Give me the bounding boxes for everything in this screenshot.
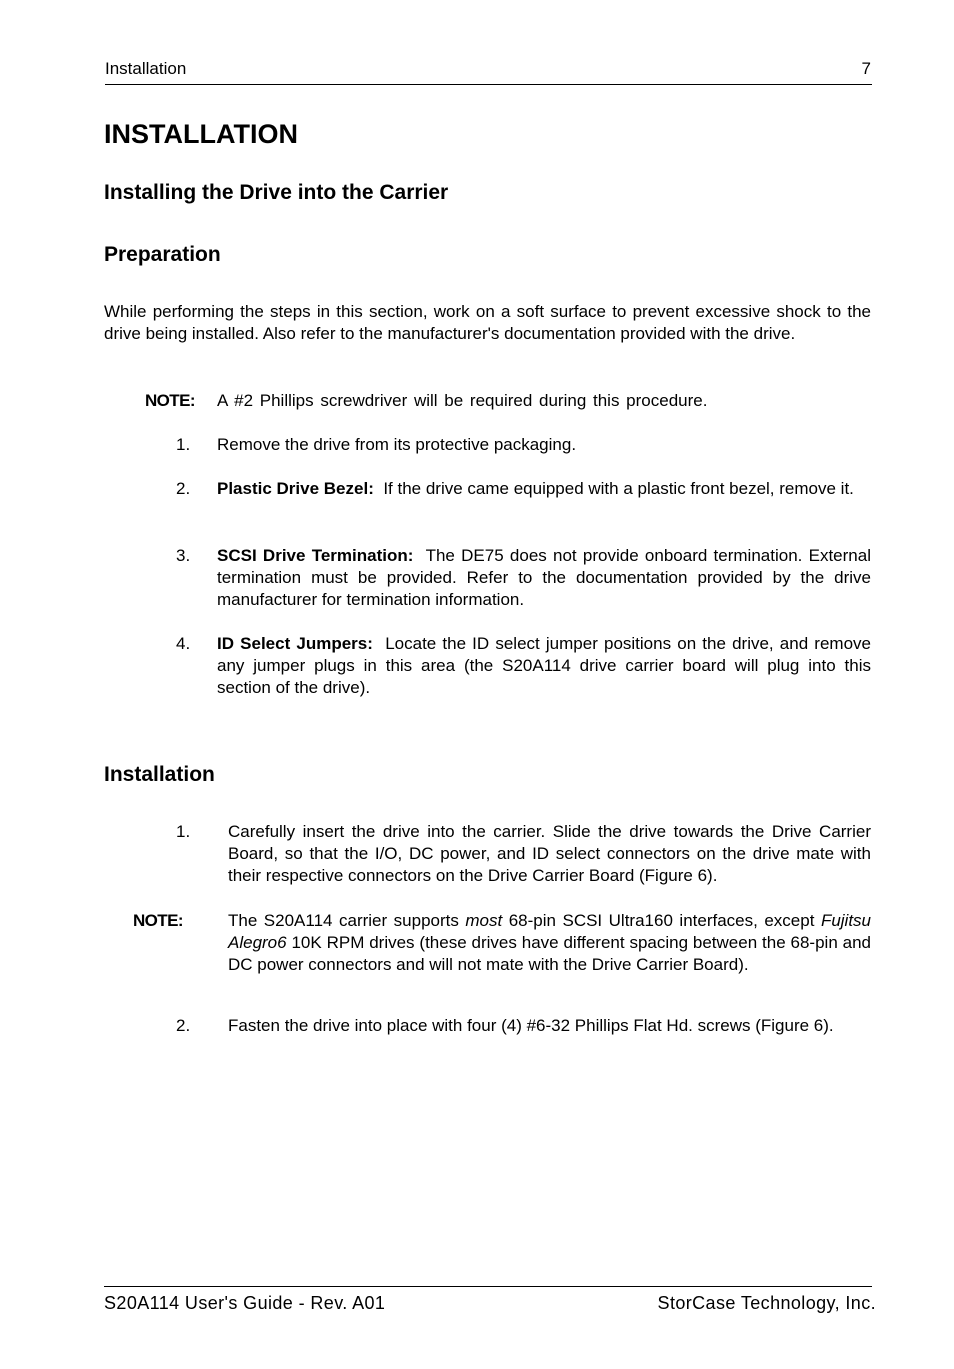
page-header [105, 58, 872, 85]
install-step-text: Fasten the drive into place with four (4) #6-32 Phillips Flat Hd. screws (Figure 6). [228, 1016, 834, 1035]
preparation-note-label: NOTE: [145, 391, 195, 410]
footer-document-title: S20A114 User's Guide - Rev. A01 [104, 1293, 386, 1313]
preparation-note-text: A #2 Phillips screwdriver will be required during this procedure. [217, 391, 708, 410]
prep-step-text: Locate the ID select jumper positions on the drive, and remove any jumper plugs in this area (the S20A114 drive carrier board will plug into this section of the drive). [217, 634, 871, 697]
section-subtitle: Installing the Drive into the Carrier [104, 181, 449, 204]
note-drive-name: Fujitsu Alegro6 [228, 911, 872, 952]
prep-step-text: The DE75 does not provide onboard termination. External termination must be provided. Refer to the documentation provided by the drive manufacturer for termination information. [217, 546, 871, 609]
note-text-part: 68-pin SCSI Ultra160 interfaces, except [502, 911, 821, 930]
header-page-number: 7 [861, 59, 871, 78]
installation-note-label: NOTE: [133, 911, 183, 930]
installation-heading: Installation [104, 763, 215, 786]
prep-step-body [217, 633, 871, 699]
installation-note-text [228, 910, 871, 976]
prep-step-number: 4. [176, 634, 191, 653]
prep-step-title: ID Select Jumpers: [217, 634, 373, 653]
prep-step-number: 3. [176, 546, 191, 565]
prep-step-text: Remove the drive from its protective packaging. [217, 435, 577, 454]
note-emphasis: most [465, 911, 503, 930]
prep-step-text: If the drive came equipped with a plastic front bezel, remove it. [383, 479, 854, 498]
prep-step-body [217, 478, 871, 500]
install-step-number: 1. [176, 822, 191, 841]
note-text-part: The S20A114 carrier supports [228, 911, 466, 930]
prep-step-number: 1. [176, 435, 191, 454]
note-text-part: 10K RPM drives (these drives have different spacing between the 68-pin and DC power connectors and will not mate with the Drive Carrier Board). [228, 933, 871, 974]
preparation-heading: Preparation [104, 243, 221, 266]
page-footer [104, 1286, 876, 1313]
header-section-name: Installation [105, 59, 187, 78]
install-step-text: Carefully insert the drive into the carrier. Slide the drive towards the Drive Carrier Board, so that the I/O, DC power, and ID select connectors on the drive mate with their respective connectors on the Drive Carrier Board (Figure 6). [228, 822, 871, 885]
prep-step-title: SCSI Drive Termination: [217, 546, 414, 565]
footer-company-name: StorCase Technology, Inc. [657, 1293, 876, 1313]
page-title: INSTALLATION [104, 119, 298, 149]
prep-step-number: 2. [176, 479, 191, 498]
prep-step-title: Plastic Drive Bezel: [217, 479, 374, 498]
prep-step-body [217, 545, 871, 611]
preparation-intro: While performing the steps in this section, work on a soft surface to prevent excessive shock to the drive being installed. Also refer to the manufacturer's documentation provided with the drive. [104, 302, 871, 343]
install-step-number: 2. [176, 1016, 191, 1035]
